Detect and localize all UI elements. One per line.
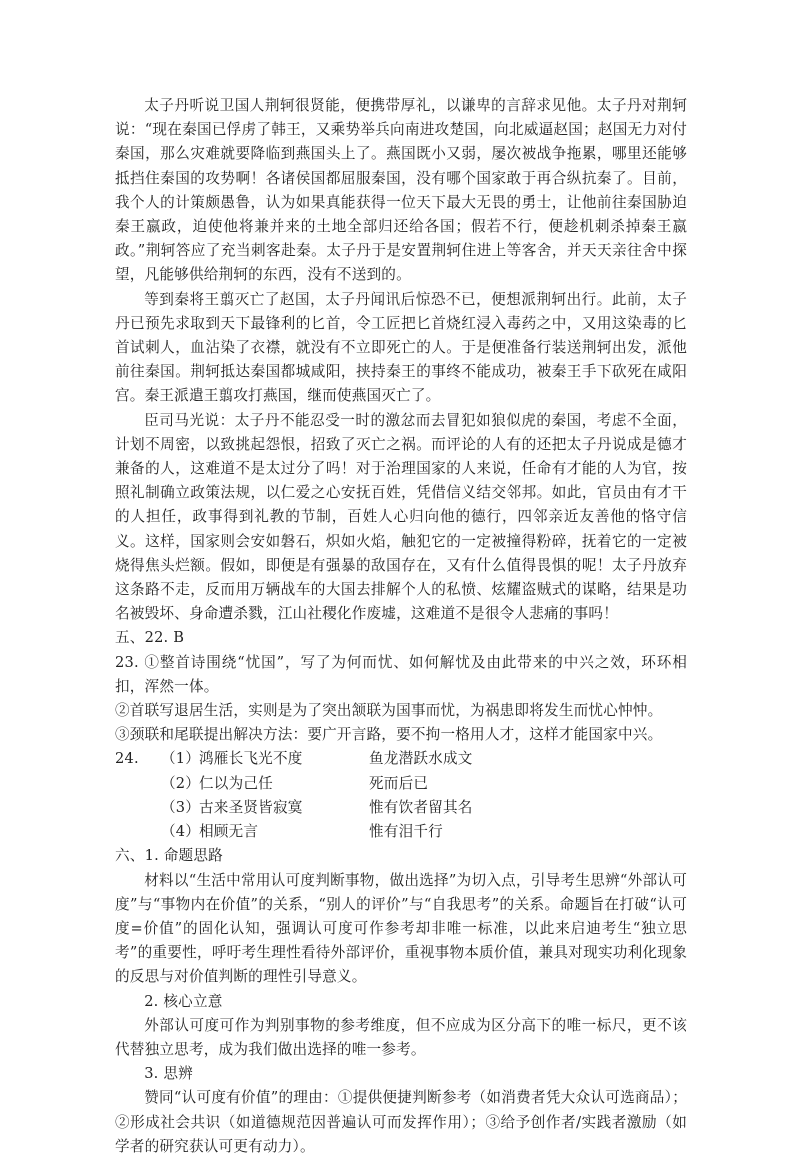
answer-24-index: （1） bbox=[161, 750, 201, 768]
paragraph-sima-guang-comment: 臣司马光说：太子丹不能忍受一时的激忿而去冒犯如狼似虎的秦国，考虑不全面，计划不周密，以致挑起怨恨，招致了灭亡之祸。而评论的人有的还把太子丹说成是德才兼备的人，这难道不是太过分了吗！对于治理国家的人来说，任命有才能的人为官，按照礼制确立政策法规，以仁爱之心安抚百姓，凭借信义结交邻邦。如此，官员由有才干的人担任，政事得到礼教的节制，百姓人心归向他的德行，四邻亲近友善他的恪守信义。这样，国家则会安如磐石，炽如火焰，触犯它的一定被撞得粉碎，抚着它的一定被烧得焦头烂额。假如，即便是有强暴的敌国存在，又有什么值得畏惧的呢！太子丹放弃这条路不走，反而用万辆战车的大国去排解个人的私愤、炫耀盗贼式的谋略，结果是功名被毁坏、身命遭杀戮，江山社稷化作废墟，这难道不是很令人悲痛的事吗！ bbox=[115, 411, 687, 623]
answer-23-point-1: 23. ①整首诗围绕“忧国”，写了为何而忧、如何解忧及由此带来的中兴之效，环环相扣，浑然一体。 bbox=[115, 653, 687, 695]
section-six-heading: 六、1. 命题思路 bbox=[115, 847, 223, 865]
answer-24-number: 24. bbox=[115, 750, 139, 768]
answer-24-index: （3） bbox=[161, 798, 201, 816]
paragraph-wangjian-zhao: 等到秦将王翦灭亡了赵国，太子丹闻讯后惊恐不已，便想派荆轲出行。此前，太子丹已预先求取到天下最锋利的匕首，令工匠把匕首烧红浸入毒药之中，又用这染毒的匕首试刺人，血沾染了衣襟，就没有不立即死亡的人。于是便准备行装送荆轲出发，派他前往秦国。荆轲抵达秦国都城咸阳，挟持秦王的事终不能成功，被秦王手下砍死在咸阳宫。秦王派遣王翦攻打燕国，继而使燕国灭亡了。 bbox=[115, 290, 687, 405]
core-theme-heading: 2. 核心立意 bbox=[144, 992, 223, 1010]
answer-24-row-4 bbox=[115, 820, 687, 844]
document-page bbox=[115, 94, 687, 1159]
answer-24-row-2 bbox=[115, 772, 687, 796]
answer-24-index: （4） bbox=[161, 823, 201, 841]
answer-24-line-a: 古来圣贤皆寂寞 bbox=[199, 798, 303, 816]
answer-24-row-1 bbox=[115, 747, 687, 771]
answer-24-line-a: 仁以为己任 bbox=[199, 774, 273, 792]
paragraph-taizi-dan-jingke: 太子丹听说卫国人荆轲很贤能，便携带厚礼，以谦卑的言辞求见他。太子丹对荆轲说：“现在秦国已俘虏了韩王，又乘势举兵向南进攻楚国，向北威逼赵国；赵国无力对付秦国，那么灾难就要降临到燕国头上了。燕国既小又弱，屡次被战争拖累，哪里还能够抵挡住秦国的攻势啊！各诸侯国都屈服秦国，没有哪个国家敢于再合纵抗秦了。目前，我个人的计策颇愚鲁，认为如果真能获得一位天下最大无畏的勇士，让他前往秦国胁迫秦王嬴政，迫使他将兼并来的土地全部归还给各国；假若不行，便趁机刺杀掉秦王嬴政。”荆轲答应了充当刺客赴秦。太子丹于是安置荆轲住进上等客舍，并天天亲往舍中探望，凡能够供给荆轲的东西，没有不送到的。 bbox=[115, 97, 687, 284]
section-five-answer: 五、22. B bbox=[115, 629, 185, 647]
answer-23-point-2: ②首联写退居生活，实则是为了突出颔联为国事而忧，为祸患即将发生而忧心忡忡。 bbox=[115, 702, 663, 720]
section-six-paragraph-3: 赞同“认可度有价值”的理由：①提供便捷判断参考（如消费者凭大众认可选商品）；②形成社会共识（如道德规范因普遍认可而发挥作用）；③给予创作者/实践者激励（如学者的研究获认可更有动力）。 bbox=[115, 1089, 687, 1155]
answer-24-line-a: 相顾无言 bbox=[199, 823, 259, 841]
answer-24-row-3 bbox=[115, 796, 687, 820]
answer-24-line-b: 惟有泪千行 bbox=[369, 823, 443, 841]
answer-24-index: （2） bbox=[161, 774, 201, 792]
section-six-paragraph-1: 材料以“生活中常用认可度判断事物，做出选择”为切入点，引导考生思辨“外部认可度”与“事物内在价值”的关系，“别人的评价”与“自我思考”的关系。命题旨在打破“认可度=价值”的固化认知，强调认可度可作参考却非唯一标准，以此来启迪考生“独立思考”的重要性，呼吁考生理性看待外部评价，重视事物本质价值，兼具对现实功利化现象的反思与对价值判断的理性引导意义。 bbox=[115, 871, 687, 986]
section-six-paragraph-2: 外部认可度可作为判别事物的参考维度，但不应成为区分高下的唯一标尺，更不该代替独立思考，成为我们做出选择的唯一参考。 bbox=[115, 1016, 687, 1058]
answer-24-line-b: 鱼龙潜跃水成文 bbox=[369, 750, 473, 768]
discussion-heading: 3. 思辨 bbox=[144, 1065, 193, 1083]
answer-23-point-3: ③颈联和尾联提出解决方法：要广开言路，要不拘一格用人才，这样才能国家中兴。 bbox=[115, 726, 663, 744]
answer-24-line-b: 死而后已 bbox=[369, 774, 429, 792]
answer-24-line-a: 鸿雁长飞光不度 bbox=[199, 750, 303, 768]
answer-24-line-b: 惟有饮者留其名 bbox=[369, 798, 473, 816]
